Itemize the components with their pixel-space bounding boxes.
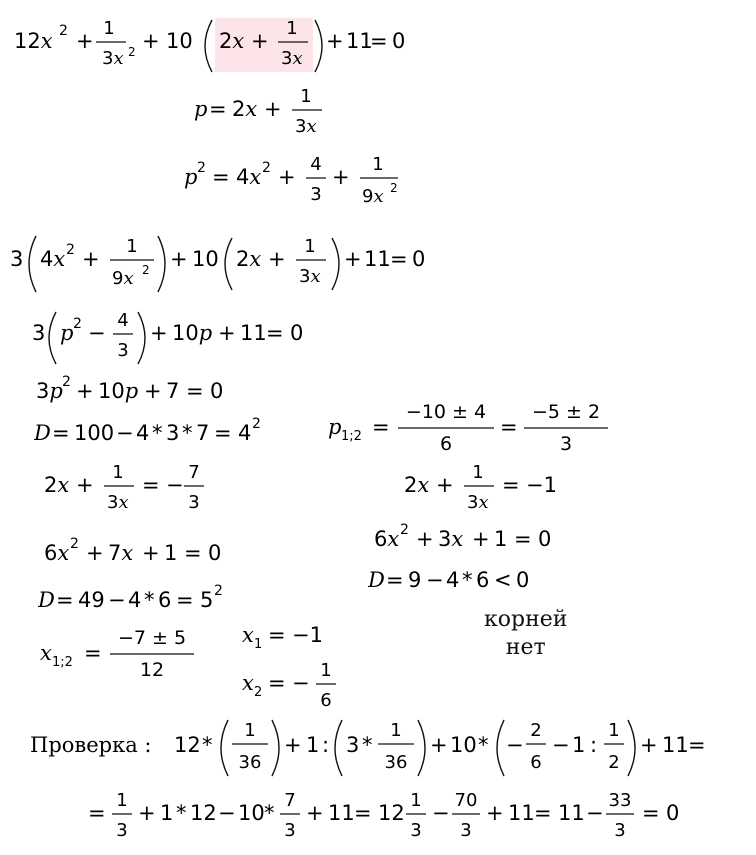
svg-text:−: − [432,801,450,825]
no-roots-label [484,606,567,662]
svg-text:+: + [332,165,350,189]
svg-text:+: + [76,473,94,497]
svg-text:10p: 10p [172,321,213,345]
svg-text:1: 1 [160,801,174,825]
svg-text:3: 3 [559,433,573,455]
svg-text:2x: 2x [236,247,262,271]
svg-text:1: 1 [300,86,312,107]
svg-text:1: 1 [254,637,263,650]
equation-line [40,624,210,690]
svg-text:Проверка :: Проверка : [30,733,152,757]
svg-text:+: + [278,165,296,189]
svg-text:11: 11 [508,801,535,825]
svg-text:2: 2 [390,181,398,195]
svg-text:2: 2 [66,242,75,258]
svg-text:6: 6 [158,588,172,612]
svg-text:2: 2 [400,522,409,538]
svg-text:7x: 7x [108,541,134,565]
svg-text:10: 10 [166,29,193,53]
equation-line [34,416,304,450]
svg-text:−: − [506,733,524,757]
svg-text:1: 1 [390,720,402,741]
equation-line [328,398,618,464]
svg-text:1: 1 [164,541,178,565]
svg-text:1: 1 [126,236,138,257]
verification-result-line [88,786,753,852]
svg-text:4: 4 [117,310,129,331]
equation-line [32,306,332,372]
svg-text:1: 1 [116,790,128,811]
svg-text:3x: 3x [107,492,129,513]
no-roots-line-1: корней [484,607,568,632]
svg-text:+: + [436,473,454,497]
svg-text:9x: 9x [112,268,134,289]
svg-text:3: 3 [117,340,129,361]
svg-text:p: p [184,165,198,189]
svg-text:1;2: 1;2 [341,429,362,444]
svg-text:+: + [486,801,504,825]
svg-text:1: 1 [494,527,508,551]
svg-text:11: 11 [364,247,391,271]
svg-text:4: 4 [238,421,252,445]
equation-line [44,536,244,570]
svg-text:x: x [242,623,254,647]
svg-text:11: 11 [240,321,267,345]
svg-text:*: * [478,733,489,757]
svg-text:3: 3 [614,820,626,841]
svg-text:6: 6 [530,752,542,773]
svg-text:+: + [306,801,324,825]
svg-text:+: + [142,541,160,565]
svg-text:10p: 10p [98,379,139,403]
svg-text:3: 3 [10,247,24,271]
svg-text:12: 12 [190,801,217,825]
svg-text:+: + [170,247,188,271]
svg-text:+: + [76,29,94,53]
svg-text:*: * [362,733,373,757]
equation-line [242,656,352,720]
svg-text:7: 7 [196,421,210,445]
svg-text:+: + [284,733,302,757]
svg-text:*: * [264,801,275,825]
svg-text:1: 1 [320,660,332,681]
svg-text:+: + [218,321,236,345]
svg-text:−: − [218,801,236,825]
equation-line [184,150,424,218]
svg-text:2: 2 [197,160,206,176]
svg-text:=: = [84,641,102,665]
svg-text:=: = [52,421,70,445]
svg-text:2: 2 [214,583,223,599]
svg-text:70: 70 [454,790,478,811]
svg-text:1: 1 [103,18,115,39]
svg-text:=: = [176,588,194,612]
svg-text:1: 1 [304,236,316,257]
svg-text:−: − [586,801,604,825]
svg-text:3: 3 [32,321,46,345]
svg-text:=: = [88,801,106,825]
equation-line [194,84,354,148]
svg-text:+: + [138,801,156,825]
svg-text:3: 3 [310,184,322,205]
svg-text:1: 1 [112,462,124,483]
svg-text:+: + [144,379,162,403]
svg-text:−: − [426,568,444,592]
svg-text:−: − [116,421,134,445]
svg-text:2x: 2x [404,473,430,497]
svg-text:10: 10 [450,733,477,757]
svg-text:+: + [251,29,269,53]
svg-text:12: 12 [139,659,165,681]
svg-text:3x: 3x [102,48,124,69]
svg-text:D: D [34,421,51,445]
svg-text:2: 2 [252,416,261,432]
svg-text:12x: 12x [14,29,53,53]
svg-text:=: = [390,247,408,271]
svg-text:0: 0 [290,321,304,345]
equation-line [242,620,352,654]
svg-text:2: 2 [62,374,71,390]
svg-text:=: = [56,588,74,612]
svg-text:4: 4 [136,421,150,445]
equation-line [404,460,574,526]
svg-text:=: = [372,415,390,439]
svg-text:−5 ± 2: −5 ± 2 [531,401,601,423]
svg-text:+: + [82,247,100,271]
svg-text:2: 2 [73,316,82,332]
svg-text:D: D [38,588,55,612]
svg-text:0: 0 [210,379,224,403]
svg-text:100: 100 [74,421,115,445]
svg-text:3: 3 [116,820,128,841]
svg-text:1: 1 [472,462,484,483]
svg-text:0: 0 [516,568,530,592]
svg-text:0: 0 [412,247,426,271]
svg-text:*: * [176,801,187,825]
svg-text:=: = [534,801,552,825]
svg-text:3: 3 [284,820,296,841]
svg-text:2: 2 [128,45,136,59]
svg-text:49: 49 [78,588,105,612]
svg-text:−10 ± 4: −10 ± 4 [405,401,487,423]
svg-text:p: p [194,97,208,121]
svg-text:4: 4 [128,588,142,612]
svg-text:=: = [268,671,286,695]
no-roots-line-2: нет [505,635,546,660]
svg-text:*: * [182,421,193,445]
svg-text:2: 2 [530,720,542,741]
svg-text:33: 33 [608,790,632,811]
svg-text:x: x [40,641,52,665]
svg-text:D: D [368,568,385,592]
equation-line [38,583,258,617]
svg-text:=: = [184,541,202,565]
svg-text:<: < [494,568,512,592]
svg-text:7: 7 [284,790,296,811]
svg-text:p: p [328,415,342,439]
svg-text:=: = [268,623,286,647]
equation-line [14,16,434,80]
svg-text:+: + [344,247,362,271]
svg-text::: : [322,733,330,757]
equation-line [368,563,568,597]
svg-text:=: = [354,801,372,825]
svg-text:=: = [214,421,232,445]
svg-text:+: + [268,247,286,271]
svg-text:6: 6 [439,433,453,455]
svg-text:0: 0 [208,541,222,565]
svg-text:12: 12 [174,733,201,757]
svg-text:0: 0 [666,801,680,825]
svg-text:=: = [500,415,518,439]
svg-text:1: 1 [286,18,298,39]
svg-text:2: 2 [59,23,68,39]
svg-text:3x: 3x [438,527,464,551]
svg-text:2: 2 [262,160,271,176]
svg-text:1: 1 [306,733,320,757]
equation-line [374,522,574,556]
svg-text:−: − [88,321,106,345]
svg-text:+: + [150,321,168,345]
svg-text:5: 5 [200,588,214,612]
svg-text:*: * [144,588,155,612]
svg-text:3: 3 [460,820,472,841]
svg-text:3x: 3x [295,116,317,137]
svg-text:3: 3 [346,733,360,757]
svg-text:3x: 3x [467,492,489,513]
svg-text:=: = [688,733,706,757]
svg-text:12: 12 [378,801,405,825]
svg-text:1: 1 [244,720,256,741]
svg-text:2: 2 [254,685,263,700]
svg-text:−7 ± 5: −7 ± 5 [117,627,187,649]
svg-text::: : [590,733,598,757]
svg-text:2: 2 [70,536,79,552]
svg-text:1;2: 1;2 [52,655,73,670]
svg-text:36: 36 [384,752,408,773]
svg-text:9x: 9x [362,186,384,207]
svg-text:+: + [430,733,448,757]
svg-text:p: p [60,321,74,345]
svg-text:=: = [142,473,160,497]
svg-text:4: 4 [446,568,460,592]
svg-text:0: 0 [538,527,552,551]
svg-text:10: 10 [238,801,265,825]
svg-text:2: 2 [608,752,620,773]
svg-text:0: 0 [392,29,406,53]
svg-text:*: * [202,733,213,757]
svg-text:2x: 2x [232,97,258,121]
svg-text:x: x [242,671,254,695]
svg-text:3p: 3p [36,379,63,403]
svg-text:2x: 2x [219,29,245,53]
svg-text:6: 6 [476,568,490,592]
svg-text:6x: 6x [374,527,400,551]
svg-text:−: − [552,733,570,757]
svg-text:4x: 4x [40,247,66,271]
svg-text:+: + [472,527,490,551]
svg-text:6x: 6x [44,541,70,565]
svg-text:3: 3 [410,820,422,841]
svg-text:2x: 2x [44,473,70,497]
svg-text:+: + [326,29,344,53]
svg-text:+: + [76,379,94,403]
svg-text:7: 7 [166,379,180,403]
svg-text:−1: −1 [526,473,557,497]
svg-text:3: 3 [188,492,200,513]
svg-text:4: 4 [310,154,322,175]
svg-text:+: + [416,527,434,551]
svg-text:=: = [212,165,230,189]
svg-text:1: 1 [572,733,586,757]
svg-text:*: * [462,568,473,592]
equation-line [36,374,256,408]
svg-text:11: 11 [328,801,355,825]
svg-text:3x: 3x [281,48,303,69]
svg-text:−: − [166,473,184,497]
svg-text:−: − [108,588,126,612]
svg-text:7: 7 [188,462,200,483]
svg-text:=: = [514,527,532,551]
svg-text:1: 1 [608,720,620,741]
svg-text:10: 10 [192,247,219,271]
svg-text:=: = [386,568,404,592]
svg-text:=: = [502,473,520,497]
svg-text:6: 6 [320,690,332,711]
equation-line [10,232,450,300]
svg-text:11: 11 [346,29,373,53]
svg-text:+: + [264,97,282,121]
svg-text:1: 1 [410,790,422,811]
svg-text:9: 9 [408,568,422,592]
svg-text:−1: −1 [292,623,323,647]
svg-text:=: = [370,29,388,53]
svg-text:4x: 4x [236,165,262,189]
svg-text:1: 1 [372,154,384,175]
svg-text:*: * [152,421,163,445]
svg-text:2: 2 [142,263,150,277]
svg-text:11: 11 [662,733,689,757]
svg-text:=: = [209,97,227,121]
svg-text:+: + [640,733,658,757]
equation-line [44,460,224,526]
svg-text:−: − [292,671,310,695]
svg-text:=: = [186,379,204,403]
svg-text:11: 11 [558,801,585,825]
svg-text:3: 3 [166,421,180,445]
svg-text:=: = [642,801,660,825]
svg-text:36: 36 [238,752,262,773]
svg-text:3x: 3x [299,266,321,287]
svg-text:=: = [266,321,284,345]
svg-text:+: + [86,541,104,565]
verification-line [30,714,750,782]
svg-text:+: + [142,29,160,53]
